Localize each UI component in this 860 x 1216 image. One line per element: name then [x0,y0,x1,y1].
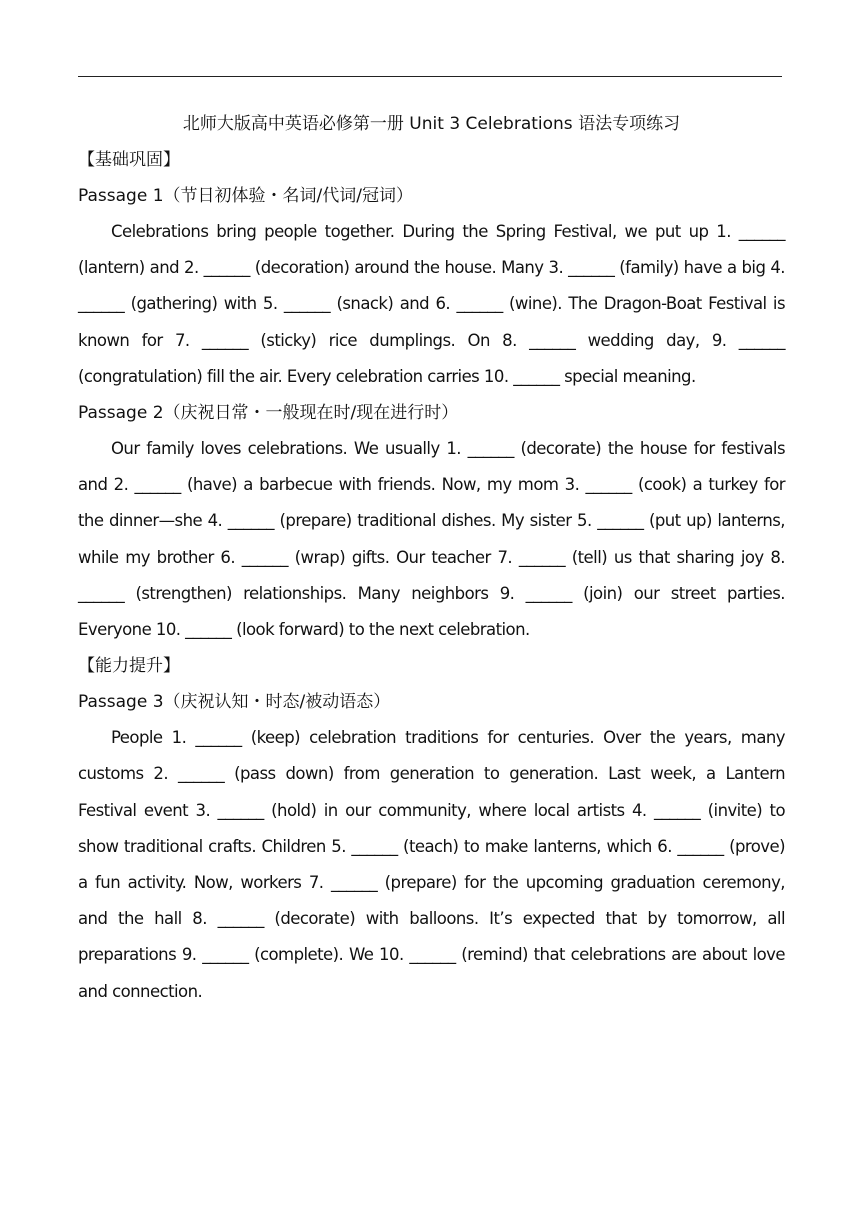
document-body [78,106,785,1010]
section-heading-basic: 【基础巩固】 [78,150,180,170]
passage-3-text: People 1. ______ (keep) celebration traditions for centuries. Over the years, many customs 2. ______ (pass down) from generation to generation. Last week, a Lantern Festival event 3. ______ (hold) in our community, where local artists 4. ______ (invite) to show traditional crafts. Children 5. ______ (teach) to make lanterns, which 6. ______ (prove) a fun activity. Now, workers 7. ______ (prepare) for the upcoming graduation ceremony, and the hall 8. ______ (decorate) with balloons. It’s expected that by tomorrow, all preparations 9. ______ (complete). We 10. ______ (remind) that celebrations are about love and connection. [78,728,785,1001]
passage-2-text: Our family loves celebrations. We usually 1. ______ (decorate) the house for festivals and 2. ______ (have) a barbecue with friends. Now, my mom 3. ______ (cook) a turkey for the dinner—she 4. ______ (prepare) traditional dishes. My sister 5. ______ (put up) lanterns, while my brother 6. ______ (wrap) gifts. Our teacher 7. ______ (tell) us that sharing joy 8. ______ (strengthen) relationships. Many neighbors 9. ______ (join) our street parties. Everyone 10. ______ (look forward) to the next celebration. [78,439,785,640]
document-title: 北师大版高中英语必修第一册 Unit 3 Celebrations 语法专项练习 [182,114,681,134]
passage-1-title: Passage 1（节日初体验・名词/代词/冠词） [78,186,413,206]
passage-3-title: Passage 3（庆祝认知・时态/被动语态） [78,692,391,713]
header-rule [78,76,782,77]
passage-1-text: Celebrations bring people together. During the Spring Festival, we put up 1. ______ (lantern) and 2. ______ (decoration) around the house. Many 3. ______ (family) have a big 4. ______ (gathering) with 5. ______ (snack) and 6. ______ (wine). The Dragon-Boat Festival is known for 7. ______ (sticky) rice dumplings. On 8. ______ wedding day, 9. ______ (congratulation) fill the air. Every celebration carries 10. ______ special meaning. [78,222,785,386]
section-heading-advanced: 【能力提升】 [78,656,180,677]
passage-2-title: Passage 2（庆祝日常・一般现在时/现在进行时） [78,403,459,424]
